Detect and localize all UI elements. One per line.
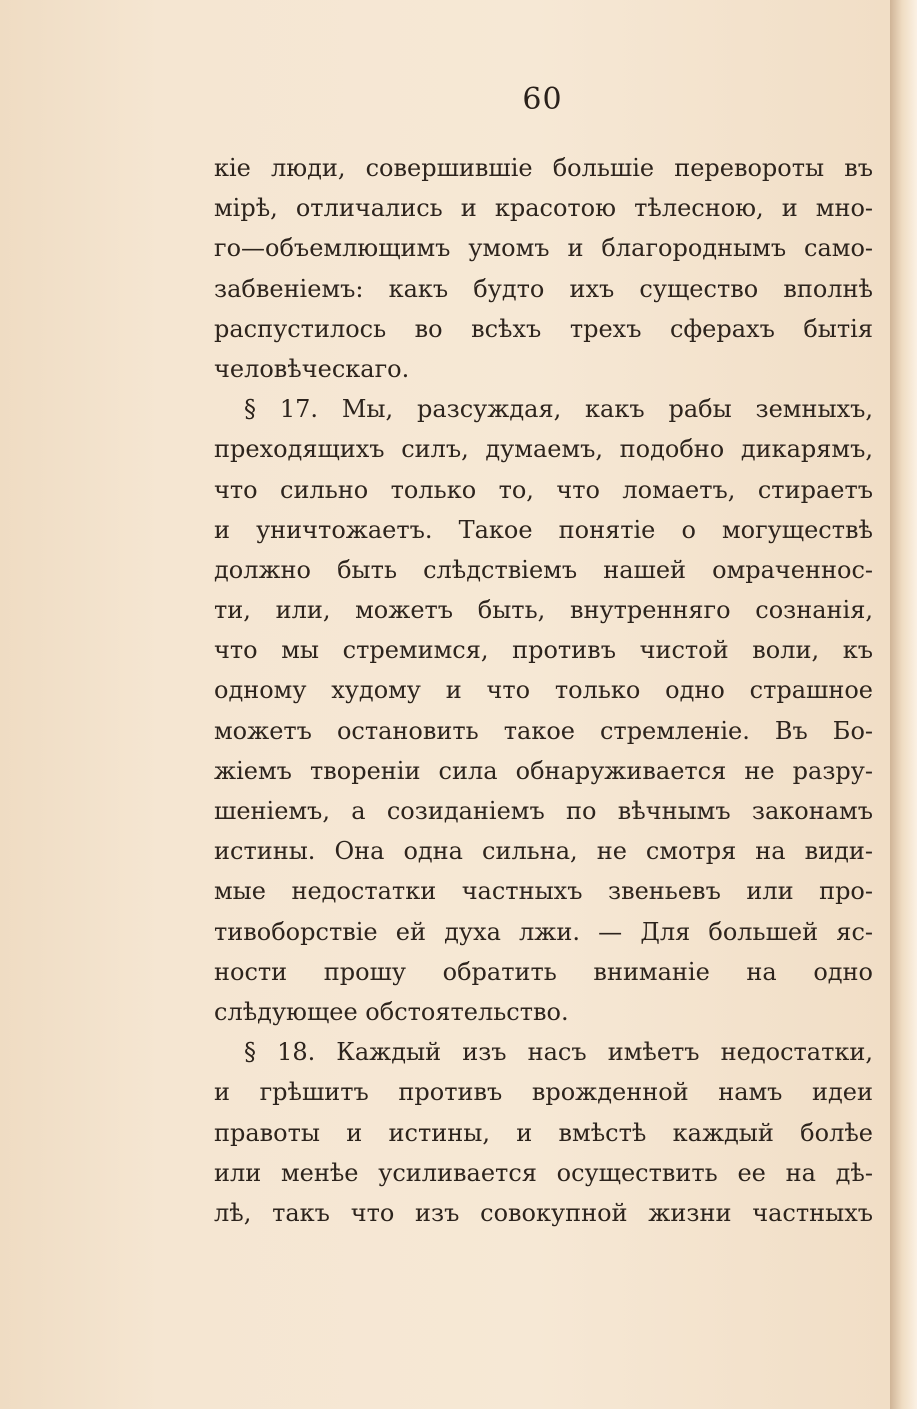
text-line: забвеніемъ: какъ будто ихъ существо вполнѣ bbox=[214, 274, 873, 303]
text-line: лѣ, такъ что изъ совокупной жизни частныхъ bbox=[214, 1198, 873, 1227]
text-line: одному худому и что только одно страшное bbox=[214, 676, 873, 705]
text-line: кіе люди, совершившіе большіе перевороты въ bbox=[214, 154, 873, 182]
text-line: истины. Она одна сильна, не смотря на види- bbox=[214, 837, 873, 866]
text-line: должно быть слѣдствіемъ нашей омраченнос- bbox=[214, 555, 873, 584]
section-heading-line: § 18. Каждый изъ насъ имѣетъ недостатки, bbox=[244, 1038, 873, 1067]
text-line: ности прошу обратить вниманіе на одно bbox=[214, 957, 873, 986]
page-edge bbox=[890, 0, 917, 1409]
text-line: что мы стремимся, противъ чистой воли, къ bbox=[214, 636, 873, 665]
text-line: ти, или, можетъ быть, внутренняго сознанія, bbox=[214, 596, 873, 625]
text-line: распустилось во всѣхъ трехъ сферахъ бытія bbox=[214, 314, 873, 343]
text-line: мірѣ, отличались и красотою тѣлесною, и мно- bbox=[214, 194, 873, 223]
text-line: тивоборствіе ей духа лжи. — Для большей яс- bbox=[214, 917, 873, 946]
text-line: правоты и истины, и вмѣстѣ каждый болѣе bbox=[214, 1118, 873, 1147]
text-line: преходящихъ силъ, думаемъ, подобно дикарямъ, bbox=[214, 435, 873, 464]
section-heading-line: § 17. Мы, разсуждая, какъ рабы земныхъ, bbox=[244, 395, 873, 424]
text-line: слѣдующее обстоятельство. bbox=[214, 997, 569, 1026]
page-number: 60 bbox=[522, 82, 563, 117]
text-line: го—объемлющимъ умомъ и благороднымъ само- bbox=[214, 234, 873, 263]
paragraph-section-18 bbox=[214, 1032, 873, 1233]
paragraph-section-17 bbox=[214, 389, 873, 1032]
text-line: и уничтожаетъ. Такое понятіе о могуществѣ bbox=[214, 515, 873, 544]
text-line: шеніемъ, а созиданіемъ по вѣчнымъ законамъ bbox=[214, 797, 873, 825]
text-line: и грѣшитъ противъ врожденной намъ идеи bbox=[214, 1078, 873, 1107]
text-line: что сильно только то, что ломаетъ, стираетъ bbox=[214, 475, 873, 504]
text-line: жіемъ твореніи сила обнаруживается не разру- bbox=[214, 756, 873, 785]
text-line: или менѣе усиливается осуществить ее на дѣ- bbox=[214, 1158, 873, 1187]
text-line: мые недостатки частныхъ звеньевъ или про- bbox=[214, 877, 873, 906]
text-line: человѣческаго. bbox=[214, 354, 410, 383]
paragraph-1 bbox=[214, 148, 873, 389]
body-text bbox=[214, 148, 873, 1233]
text-line: можетъ остановить такое стремленіе. Въ Бо- bbox=[214, 716, 873, 745]
